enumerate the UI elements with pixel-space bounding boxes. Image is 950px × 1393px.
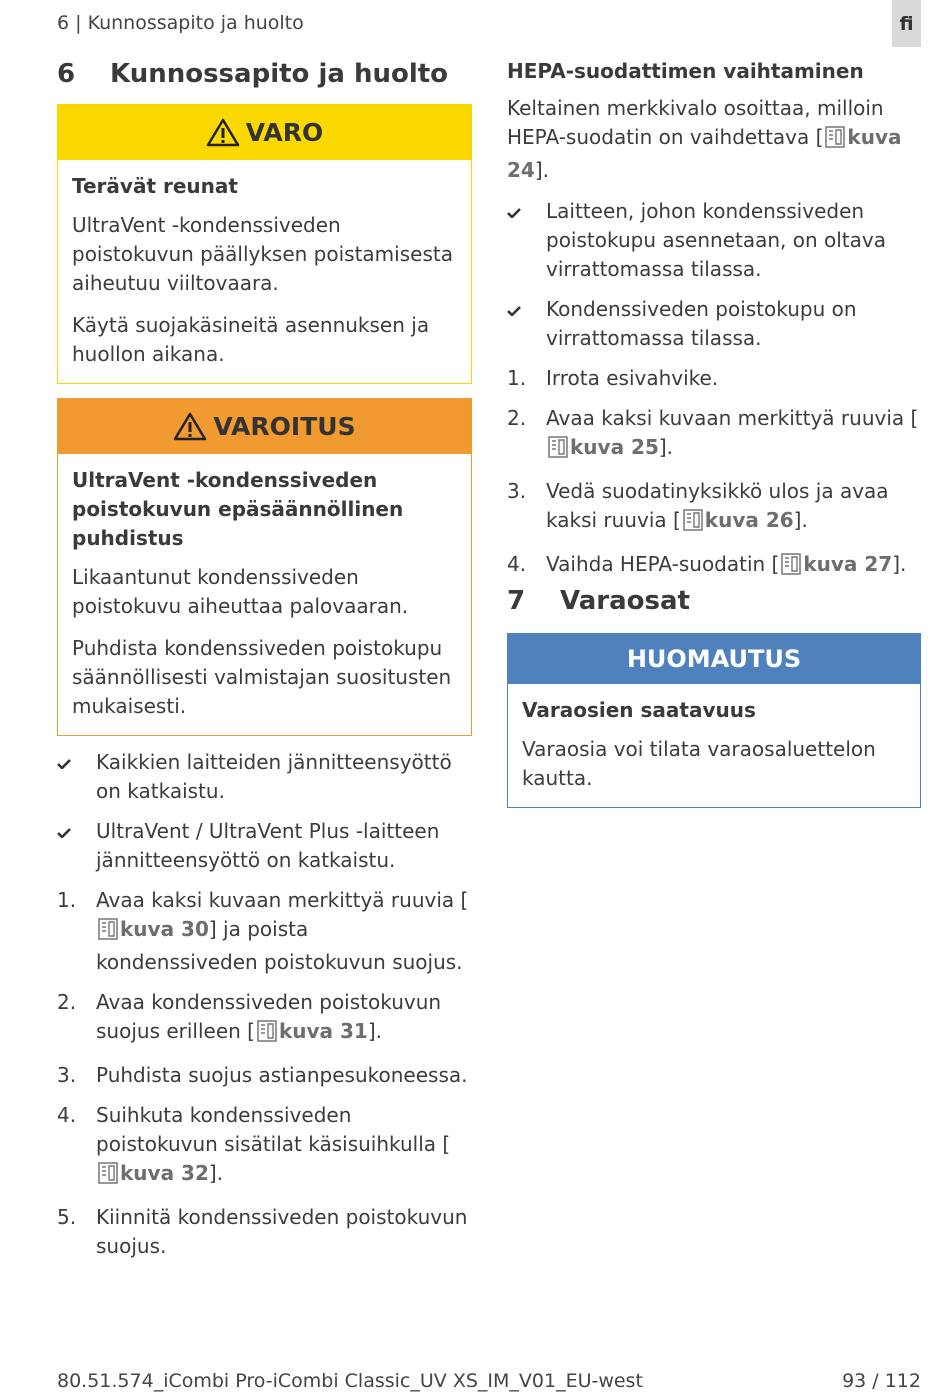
section-title: Kunnossapito ja huolto [110, 59, 449, 89]
caution-text: UltraVent -kondenssiveden poistokuvun päällyksen poistamisesta aiheutuu viiltovaara. [72, 213, 453, 295]
caution-header [58, 105, 471, 160]
hepa-subheading: HEPA-suodattimen vaihtaminen [507, 59, 864, 83]
step-number: 4. [57, 1103, 77, 1127]
figure-ref-icon [257, 1020, 277, 1050]
figure-link[interactable]: kuva 26 [704, 508, 794, 532]
figure-ref-icon [548, 436, 568, 466]
check-icon [57, 828, 71, 838]
procedure-step: 2. Avaa kaksi kuvaan merkittyä ruuvia [kuva 25]. [507, 404, 921, 466]
warning-box [57, 398, 472, 736]
prerequisite-item: Laitteen, johon kondenssiveden poistokupu asennetaan, on oltava virrattomassa tilassa. [507, 197, 921, 284]
figure-ref-icon [683, 509, 703, 539]
notice-header: HUOMAUTUS [508, 634, 920, 684]
step-number: 2. [507, 406, 527, 430]
figure-ref-icon [781, 553, 801, 583]
warning-instruction: Puhdista kondenssiveden poistokupu säännöllisesti valmistajan suositusten mukaisesti. [72, 636, 452, 718]
figure-link[interactable]: kuva 25 [570, 435, 659, 459]
figure-ref-icon [98, 918, 118, 948]
figure-link[interactable]: kuva 31 [278, 1019, 368, 1043]
notice-title: Varaosien saatavuus [522, 698, 756, 722]
figure-ref-icon [98, 1162, 118, 1192]
warning-header [58, 399, 471, 454]
procedure-step: 3. Vedä suodatinyksikkö ulos ja avaa kaksi ruuvia [ kuva 26]. [507, 477, 921, 539]
step-number: 3. [507, 479, 527, 503]
check-icon [57, 759, 71, 769]
prerequisite-item: Kondenssiveden poistokupu on virrattomassa tilassa. [507, 295, 921, 353]
prerequisite-item: UltraVent / UltraVent Plus -laitteen jännitteensyöttö on katkaistu. [57, 817, 472, 875]
page-header: 6 | Kunnossapito ja huolto [57, 12, 304, 34]
figure-ref-icon [825, 126, 845, 156]
notice-text: Varaosia voi tilata varaosaluettelon kautta. [522, 737, 876, 790]
caution-box [57, 104, 472, 384]
procedure-step: 4. Vaihda HEPA-suodatin [ kuva 27]. [507, 550, 921, 583]
section-number: 7 [507, 586, 526, 616]
procedure-step: 2. Avaa kondenssiveden poistokuvun suojus erilleen [ kuva 31]. [57, 988, 472, 1050]
procedure-step: 5. Kiinnitä kondenssiveden poistokuvun suojus. [57, 1203, 472, 1261]
section-6-heading [57, 58, 472, 90]
warning-label: VAROITUS [213, 412, 356, 441]
section-7-heading [507, 585, 921, 617]
check-icon [507, 306, 521, 316]
left-procedure [57, 748, 472, 1261]
warning-triangle-icon [206, 118, 240, 147]
figure-link[interactable]: kuva 32 [120, 1161, 209, 1185]
caution-title: Terävät reunat [72, 174, 238, 198]
step-number: 3. [57, 1063, 77, 1087]
section-title: Varaosat [560, 586, 690, 616]
language-tab: fi [892, 0, 921, 47]
caution-label: VARO [245, 118, 324, 147]
left-column [57, 58, 472, 1272]
procedure-step: 4. Suihkuta kondenssiveden poistokuvun sisätilat käsisuihkulla [kuva 32]. [57, 1101, 472, 1192]
footer-page-number: 93 / 112 [842, 1370, 921, 1392]
procedure-step: 1. Irrota esivahvike. [507, 364, 921, 393]
warning-title: UltraVent -kondenssiveden poistokuvun epäsäännöllinen puhdistus [72, 468, 404, 550]
section-number: 6 [57, 59, 76, 89]
step-number: 1. [507, 366, 527, 390]
step-number: 5. [57, 1205, 77, 1229]
hepa-intro: Keltainen merkkivalo osoittaa, milloin HEPA-suodatin on vaihdettava [ kuva 24]. [507, 96, 902, 182]
step-number: 4. [507, 552, 527, 576]
check-icon [507, 208, 521, 218]
step-number: 2. [57, 990, 77, 1014]
warning-text: Likaantunut kondenssiveden poistokuvu aiheuttaa palovaaran. [72, 565, 409, 618]
prerequisite-item: Kaikkien laitteiden jännitteensyöttö on katkaistu. [57, 748, 472, 806]
right-procedure [507, 197, 921, 583]
step-number: 1. [57, 888, 77, 912]
caution-instruction: Käytä suojakäsineitä asennuksen ja huollon aikana. [72, 313, 430, 366]
procedure-step: 1. Avaa kaksi kuvaan merkittyä ruuvia [kuva 30] ja poista kondenssiveden poistokuvun suojus. [57, 886, 472, 977]
figure-link[interactable]: kuva 30 [120, 917, 209, 941]
figure-link[interactable]: kuva 24 [507, 125, 902, 182]
procedure-step: 3. Puhdista suojus astianpesukoneessa. [57, 1061, 472, 1090]
footer-document-id: 80.51.574_iCombi Pro-iCombi Classic_UV XS_IM_V01_EU-west [57, 1370, 643, 1392]
warning-triangle-icon [173, 412, 207, 441]
notice-box [507, 633, 921, 808]
right-column [507, 58, 921, 808]
figure-link[interactable]: kuva 27 [803, 552, 893, 576]
